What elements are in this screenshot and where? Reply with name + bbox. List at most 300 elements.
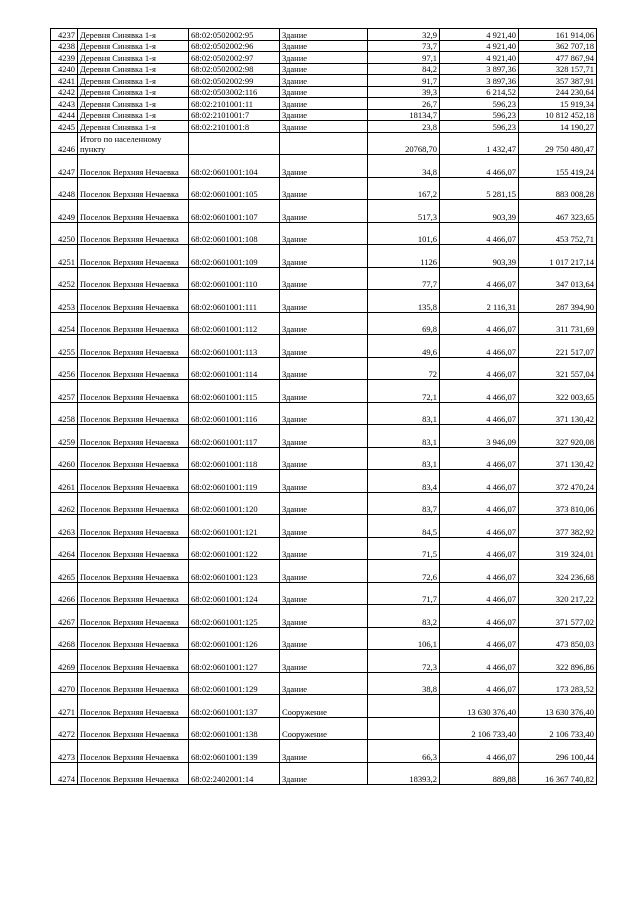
- cadastral-number-cell: 68:02:2101001:11: [189, 98, 280, 110]
- object-type-cell: Здание: [280, 582, 368, 605]
- settlement-cell: Поселок Верхняя Нечаевка: [78, 492, 189, 515]
- area-cell: 97,1: [368, 52, 440, 64]
- cadastral-value-cell: 13 630 376,40: [519, 695, 597, 718]
- area-cell: [368, 695, 440, 718]
- row-number-cell: 4257: [51, 380, 78, 403]
- cadastral-number-cell: 68:02:0601001:110: [189, 267, 280, 290]
- object-type-cell: [280, 132, 368, 155]
- cadastral-number-cell: 68:02:0601001:115: [189, 380, 280, 403]
- row-number-cell: 4240: [51, 63, 78, 75]
- settlement-cell: Поселок Верхняя Нечаевка: [78, 200, 189, 223]
- cadastral-value-cell: 14 190,27: [519, 121, 597, 133]
- row-number-cell: 4246: [51, 132, 78, 155]
- specific-value-cell: 4 466,07: [440, 470, 519, 493]
- cadastral-number-cell: 68:02:0601001:107: [189, 200, 280, 223]
- cadastral-number-cell: 68:02:0601001:116: [189, 402, 280, 425]
- cadastral-number-cell: 68:02:0601001:114: [189, 357, 280, 380]
- object-type-cell: Здание: [280, 75, 368, 87]
- area-cell: 18134,7: [368, 109, 440, 121]
- object-type-cell: Здание: [280, 200, 368, 223]
- table-row: [51, 447, 597, 470]
- specific-value-cell: 4 466,07: [440, 560, 519, 583]
- specific-value-cell: 889,88: [440, 762, 519, 785]
- area-cell: 84,5: [368, 515, 440, 538]
- cadastral-number-cell: 68:02:0502002:97: [189, 52, 280, 64]
- settlement-cell: Поселок Верхняя Нечаевка: [78, 605, 189, 628]
- row-number-cell: 4237: [51, 29, 78, 41]
- cadastral-value-cell: 10 812 452,18: [519, 109, 597, 121]
- area-cell: 49,6: [368, 335, 440, 358]
- area-cell: 84,2: [368, 63, 440, 75]
- settlement-cell: Поселок Верхняя Нечаевка: [78, 380, 189, 403]
- area-cell: 91,7: [368, 75, 440, 87]
- table-row: [51, 605, 597, 628]
- specific-value-cell: 596,23: [440, 121, 519, 133]
- object-type-cell: Здание: [280, 425, 368, 448]
- settlement-cell: Поселок Верхняя Нечаевка: [78, 222, 189, 245]
- table-row: [51, 582, 597, 605]
- row-number-cell: 4250: [51, 222, 78, 245]
- cadastral-value-cell: 296 100,44: [519, 740, 597, 763]
- row-number-cell: 4252: [51, 267, 78, 290]
- cadastral-value-cell: 173 283,52: [519, 672, 597, 695]
- cadastral-value-cell: 371 130,42: [519, 402, 597, 425]
- object-type-cell: Здание: [280, 98, 368, 110]
- area-cell: 167,2: [368, 177, 440, 200]
- valuation-table: [50, 28, 597, 785]
- row-number-cell: 4254: [51, 312, 78, 335]
- cadastral-number-cell: [189, 132, 280, 155]
- cadastral-value-cell: 473 850,03: [519, 627, 597, 650]
- settlement-cell: Поселок Верхняя Нечаевка: [78, 582, 189, 605]
- specific-value-cell: 4 466,07: [440, 515, 519, 538]
- specific-value-cell: 903,39: [440, 245, 519, 268]
- table-row: [51, 717, 597, 740]
- settlement-cell: Поселок Верхняя Нечаевка: [78, 560, 189, 583]
- cadastral-value-cell: 322 003,65: [519, 380, 597, 403]
- table-row: [51, 312, 597, 335]
- cadastral-value-cell: 372 470,24: [519, 470, 597, 493]
- row-number-cell: 4245: [51, 121, 78, 133]
- cadastral-number-cell: 68:02:2101001:7: [189, 109, 280, 121]
- area-cell: 83,7: [368, 492, 440, 515]
- object-type-cell: Здание: [280, 762, 368, 785]
- settlement-cell: Поселок Верхняя Нечаевка: [78, 627, 189, 650]
- table-row: [51, 121, 597, 133]
- cadastral-number-cell: 68:02:0601001:113: [189, 335, 280, 358]
- row-number-cell: 4251: [51, 245, 78, 268]
- object-type-cell: Здание: [280, 40, 368, 52]
- cadastral-value-cell: 287 394,90: [519, 290, 597, 313]
- row-number-cell: 4262: [51, 492, 78, 515]
- table-row: [51, 177, 597, 200]
- object-type-cell: Здание: [280, 312, 368, 335]
- area-cell: 106,1: [368, 627, 440, 650]
- object-type-cell: Здание: [280, 222, 368, 245]
- table-row: [51, 537, 597, 560]
- cadastral-value-cell: 328 157,71: [519, 63, 597, 75]
- settlement-cell: Деревня Синявка 1-я: [78, 98, 189, 110]
- cadastral-number-cell: 68:02:0502002:95: [189, 29, 280, 41]
- object-type-cell: Здание: [280, 402, 368, 425]
- object-type-cell: Здание: [280, 52, 368, 64]
- cadastral-value-cell: 16 367 740,82: [519, 762, 597, 785]
- settlement-cell: Поселок Верхняя Нечаевка: [78, 245, 189, 268]
- settlement-cell: Поселок Верхняя Нечаевка: [78, 335, 189, 358]
- specific-value-cell: 6 214,52: [440, 86, 519, 98]
- cadastral-value-cell: 477 867,94: [519, 52, 597, 64]
- area-cell: 517,3: [368, 200, 440, 223]
- object-type-cell: Здание: [280, 335, 368, 358]
- settlement-cell: Поселок Верхняя Нечаевка: [78, 515, 189, 538]
- row-number-cell: 4269: [51, 650, 78, 673]
- area-cell: 83,4: [368, 470, 440, 493]
- cadastral-value-cell: 321 557,04: [519, 357, 597, 380]
- object-type-cell: Здание: [280, 672, 368, 695]
- cadastral-number-cell: 68:02:2402001:14: [189, 762, 280, 785]
- settlement-cell: Поселок Верхняя Нечаевка: [78, 470, 189, 493]
- table-row: [51, 740, 597, 763]
- settlement-cell: Деревня Синявка 1-я: [78, 121, 189, 133]
- area-cell: [368, 717, 440, 740]
- cadastral-number-cell: 68:02:0601001:118: [189, 447, 280, 470]
- row-number-cell: 4272: [51, 717, 78, 740]
- settlement-cell: Поселок Верхняя Нечаевка: [78, 672, 189, 695]
- row-number-cell: 4265: [51, 560, 78, 583]
- cadastral-number-cell: 68:02:0601001:129: [189, 672, 280, 695]
- cadastral-number-cell: 68:02:0601001:105: [189, 177, 280, 200]
- table-row: [51, 335, 597, 358]
- cadastral-value-cell: 467 323,65: [519, 200, 597, 223]
- table-row: [51, 762, 597, 785]
- settlement-cell: Поселок Верхняя Нечаевка: [78, 402, 189, 425]
- table-row: [51, 40, 597, 52]
- row-number-cell: 4263: [51, 515, 78, 538]
- specific-value-cell: 4 466,07: [440, 537, 519, 560]
- settlement-cell: Поселок Верхняя Нечаевка: [78, 740, 189, 763]
- row-number-cell: 4239: [51, 52, 78, 64]
- table-row: [51, 425, 597, 448]
- table-row: [51, 52, 597, 64]
- object-type-cell: Здание: [280, 605, 368, 628]
- cadastral-value-cell: 324 236,68: [519, 560, 597, 583]
- object-type-cell: Здание: [280, 560, 368, 583]
- table-row: [51, 132, 597, 155]
- cadastral-number-cell: 68:02:2101001:8: [189, 121, 280, 133]
- area-cell: 72,3: [368, 650, 440, 673]
- row-number-cell: 4273: [51, 740, 78, 763]
- area-cell: 77,7: [368, 267, 440, 290]
- table-row: [51, 627, 597, 650]
- specific-value-cell: 4 466,07: [440, 740, 519, 763]
- row-number-cell: 4243: [51, 98, 78, 110]
- row-number-cell: 4260: [51, 447, 78, 470]
- cadastral-value-cell: 357 387,91: [519, 75, 597, 87]
- table-row: [51, 86, 597, 98]
- area-cell: 69,8: [368, 312, 440, 335]
- table-row: [51, 470, 597, 493]
- cadastral-value-cell: 373 810,06: [519, 492, 597, 515]
- row-number-cell: 4267: [51, 605, 78, 628]
- cadastral-number-cell: 68:02:0601001:112: [189, 312, 280, 335]
- cadastral-number-cell: 68:02:0502002:96: [189, 40, 280, 52]
- table-row: [51, 200, 597, 223]
- specific-value-cell: 4 466,07: [440, 582, 519, 605]
- specific-value-cell: 3 897,36: [440, 75, 519, 87]
- object-type-cell: Здание: [280, 290, 368, 313]
- specific-value-cell: 2 116,31: [440, 290, 519, 313]
- object-type-cell: Здание: [280, 470, 368, 493]
- area-cell: 101,6: [368, 222, 440, 245]
- cadastral-number-cell: 68:02:0601001:138: [189, 717, 280, 740]
- settlement-cell: Деревня Синявка 1-я: [78, 29, 189, 41]
- table-row: [51, 155, 597, 178]
- specific-value-cell: 4 466,07: [440, 335, 519, 358]
- object-type-cell: Здание: [280, 740, 368, 763]
- settlement-cell: Поселок Верхняя Нечаевка: [78, 290, 189, 313]
- object-type-cell: Сооружение: [280, 717, 368, 740]
- cadastral-value-cell: 883 008,28: [519, 177, 597, 200]
- settlement-cell: Деревня Синявка 1-я: [78, 109, 189, 121]
- settlement-cell: Поселок Верхняя Нечаевка: [78, 537, 189, 560]
- area-cell: 39,3: [368, 86, 440, 98]
- table-row: [51, 492, 597, 515]
- specific-value-cell: 4 921,40: [440, 52, 519, 64]
- area-cell: 32,9: [368, 29, 440, 41]
- cadastral-value-cell: 1 017 217,14: [519, 245, 597, 268]
- object-type-cell: Здание: [280, 627, 368, 650]
- table-row: [51, 109, 597, 121]
- settlement-cell: Поселок Верхняя Нечаевка: [78, 650, 189, 673]
- specific-value-cell: 4 466,07: [440, 222, 519, 245]
- row-number-cell: 4268: [51, 627, 78, 650]
- table-row: [51, 75, 597, 87]
- table-row: [51, 98, 597, 110]
- settlement-cell: Поселок Верхняя Нечаевка: [78, 267, 189, 290]
- cadastral-value-cell: 347 013,64: [519, 267, 597, 290]
- cadastral-value-cell: 15 919,34: [519, 98, 597, 110]
- table-row: [51, 29, 597, 41]
- object-type-cell: Здание: [280, 537, 368, 560]
- specific-value-cell: 4 466,07: [440, 672, 519, 695]
- cadastral-number-cell: 68:02:0503002:116: [189, 86, 280, 98]
- settlement-cell: Деревня Синявка 1-я: [78, 52, 189, 64]
- specific-value-cell: 2 106 733,40: [440, 717, 519, 740]
- object-type-cell: Здание: [280, 63, 368, 75]
- cadastral-value-cell: 371 130,42: [519, 447, 597, 470]
- settlement-cell: Итого по населенному пункту: [78, 132, 189, 155]
- area-cell: 83,1: [368, 425, 440, 448]
- row-number-cell: 4253: [51, 290, 78, 313]
- object-type-cell: Здание: [280, 515, 368, 538]
- settlement-cell: Поселок Верхняя Нечаевка: [78, 447, 189, 470]
- table-row: [51, 290, 597, 313]
- object-type-cell: Здание: [280, 29, 368, 41]
- settlement-cell: Поселок Верхняя Нечаевка: [78, 357, 189, 380]
- specific-value-cell: 4 466,07: [440, 267, 519, 290]
- row-number-cell: 4256: [51, 357, 78, 380]
- cadastral-number-cell: 68:02:0601001:119: [189, 470, 280, 493]
- area-cell: 73,7: [368, 40, 440, 52]
- area-cell: 83,1: [368, 447, 440, 470]
- area-cell: 72: [368, 357, 440, 380]
- specific-value-cell: 4 466,07: [440, 312, 519, 335]
- table-row: [51, 560, 597, 583]
- specific-value-cell: 596,23: [440, 109, 519, 121]
- cadastral-value-cell: 327 920,08: [519, 425, 597, 448]
- specific-value-cell: 4 466,07: [440, 492, 519, 515]
- settlement-cell: Поселок Верхняя Нечаевка: [78, 717, 189, 740]
- table-row: [51, 267, 597, 290]
- settlement-cell: Деревня Синявка 1-я: [78, 86, 189, 98]
- row-number-cell: 4238: [51, 40, 78, 52]
- table-row: [51, 650, 597, 673]
- specific-value-cell: 3 946,09: [440, 425, 519, 448]
- cadastral-number-cell: 68:02:0601001:123: [189, 560, 280, 583]
- specific-value-cell: 4 466,07: [440, 447, 519, 470]
- cadastral-value-cell: 320 217,22: [519, 582, 597, 605]
- specific-value-cell: 1 432,47: [440, 132, 519, 155]
- cadastral-number-cell: 68:02:0601001:122: [189, 537, 280, 560]
- table-row: [51, 222, 597, 245]
- specific-value-cell: 4 921,40: [440, 40, 519, 52]
- cadastral-value-cell: 155 419,24: [519, 155, 597, 178]
- table-body: [51, 29, 597, 785]
- specific-value-cell: 596,23: [440, 98, 519, 110]
- cadastral-number-cell: 68:02:0502002:98: [189, 63, 280, 75]
- settlement-cell: Деревня Синявка 1-я: [78, 75, 189, 87]
- area-cell: 23,8: [368, 121, 440, 133]
- settlement-cell: Поселок Верхняя Нечаевка: [78, 425, 189, 448]
- object-type-cell: Здание: [280, 121, 368, 133]
- table-row: [51, 380, 597, 403]
- row-number-cell: 4270: [51, 672, 78, 695]
- row-number-cell: 4248: [51, 177, 78, 200]
- specific-value-cell: 3 897,36: [440, 63, 519, 75]
- cadastral-number-cell: 68:02:0601001:108: [189, 222, 280, 245]
- object-type-cell: Здание: [280, 447, 368, 470]
- cadastral-number-cell: 68:02:0601001:109: [189, 245, 280, 268]
- area-cell: 83,1: [368, 402, 440, 425]
- area-cell: 1126: [368, 245, 440, 268]
- cadastral-number-cell: 68:02:0601001:126: [189, 627, 280, 650]
- row-number-cell: 4244: [51, 109, 78, 121]
- table-row: [51, 357, 597, 380]
- cadastral-value-cell: 311 731,69: [519, 312, 597, 335]
- specific-value-cell: 4 466,07: [440, 155, 519, 178]
- area-cell: 18393,2: [368, 762, 440, 785]
- cadastral-number-cell: 68:02:0601001:139: [189, 740, 280, 763]
- cadastral-value-cell: 362 707,18: [519, 40, 597, 52]
- cadastral-value-cell: 319 324,01: [519, 537, 597, 560]
- specific-value-cell: 4 466,07: [440, 402, 519, 425]
- cadastral-value-cell: 161 914,06: [519, 29, 597, 41]
- row-number-cell: 4247: [51, 155, 78, 178]
- object-type-cell: Здание: [280, 492, 368, 515]
- cadastral-number-cell: 68:02:0502002:99: [189, 75, 280, 87]
- document-page: [50, 28, 596, 785]
- area-cell: 66,3: [368, 740, 440, 763]
- settlement-cell: Деревня Синявка 1-я: [78, 40, 189, 52]
- row-number-cell: 4241: [51, 75, 78, 87]
- settlement-cell: Поселок Верхняя Нечаевка: [78, 762, 189, 785]
- object-type-cell: Здание: [280, 245, 368, 268]
- area-cell: 71,7: [368, 582, 440, 605]
- area-cell: 34,8: [368, 155, 440, 178]
- cadastral-number-cell: 68:02:0601001:137: [189, 695, 280, 718]
- table-row: [51, 695, 597, 718]
- row-number-cell: 4271: [51, 695, 78, 718]
- object-type-cell: Здание: [280, 109, 368, 121]
- cadastral-value-cell: 244 230,64: [519, 86, 597, 98]
- cadastral-value-cell: 371 577,02: [519, 605, 597, 628]
- object-type-cell: Сооружение: [280, 695, 368, 718]
- row-number-cell: 4258: [51, 402, 78, 425]
- settlement-cell: Поселок Верхняя Нечаевка: [78, 312, 189, 335]
- table-row: [51, 515, 597, 538]
- settlement-cell: Поселок Верхняя Нечаевка: [78, 177, 189, 200]
- area-cell: 72,6: [368, 560, 440, 583]
- specific-value-cell: 4 466,07: [440, 605, 519, 628]
- cadastral-number-cell: 68:02:0601001:120: [189, 492, 280, 515]
- table-row: [51, 672, 597, 695]
- area-cell: 135,8: [368, 290, 440, 313]
- cadastral-number-cell: 68:02:0601001:121: [189, 515, 280, 538]
- cadastral-number-cell: 68:02:0601001:111: [189, 290, 280, 313]
- area-cell: 72,1: [368, 380, 440, 403]
- table-row: [51, 245, 597, 268]
- table-row: [51, 402, 597, 425]
- cadastral-number-cell: 68:02:0601001:104: [189, 155, 280, 178]
- cadastral-value-cell: 221 517,07: [519, 335, 597, 358]
- object-type-cell: Здание: [280, 177, 368, 200]
- specific-value-cell: 903,39: [440, 200, 519, 223]
- area-cell: 20768,70: [368, 132, 440, 155]
- specific-value-cell: 13 630 376,40: [440, 695, 519, 718]
- object-type-cell: Здание: [280, 380, 368, 403]
- cadastral-value-cell: 377 382,92: [519, 515, 597, 538]
- cadastral-value-cell: 29 750 480,47: [519, 132, 597, 155]
- cadastral-number-cell: 68:02:0601001:125: [189, 605, 280, 628]
- object-type-cell: Здание: [280, 86, 368, 98]
- specific-value-cell: 4 466,07: [440, 380, 519, 403]
- object-type-cell: Здание: [280, 267, 368, 290]
- cadastral-number-cell: 68:02:0601001:124: [189, 582, 280, 605]
- settlement-cell: Поселок Верхняя Нечаевка: [78, 695, 189, 718]
- row-number-cell: 4266: [51, 582, 78, 605]
- row-number-cell: 4242: [51, 86, 78, 98]
- row-number-cell: 4259: [51, 425, 78, 448]
- row-number-cell: 4264: [51, 537, 78, 560]
- area-cell: 83,2: [368, 605, 440, 628]
- cadastral-value-cell: 2 106 733,40: [519, 717, 597, 740]
- specific-value-cell: 5 281,15: [440, 177, 519, 200]
- row-number-cell: 4249: [51, 200, 78, 223]
- area-cell: 26,7: [368, 98, 440, 110]
- cadastral-number-cell: 68:02:0601001:117: [189, 425, 280, 448]
- area-cell: 38,8: [368, 672, 440, 695]
- row-number-cell: 4274: [51, 762, 78, 785]
- cadastral-number-cell: 68:02:0601001:127: [189, 650, 280, 673]
- settlement-cell: Поселок Верхняя Нечаевка: [78, 155, 189, 178]
- row-number-cell: 4255: [51, 335, 78, 358]
- table-row: [51, 63, 597, 75]
- specific-value-cell: 4 466,07: [440, 627, 519, 650]
- specific-value-cell: 4 466,07: [440, 357, 519, 380]
- row-number-cell: 4261: [51, 470, 78, 493]
- cadastral-value-cell: 322 896,86: [519, 650, 597, 673]
- settlement-cell: Деревня Синявка 1-я: [78, 63, 189, 75]
